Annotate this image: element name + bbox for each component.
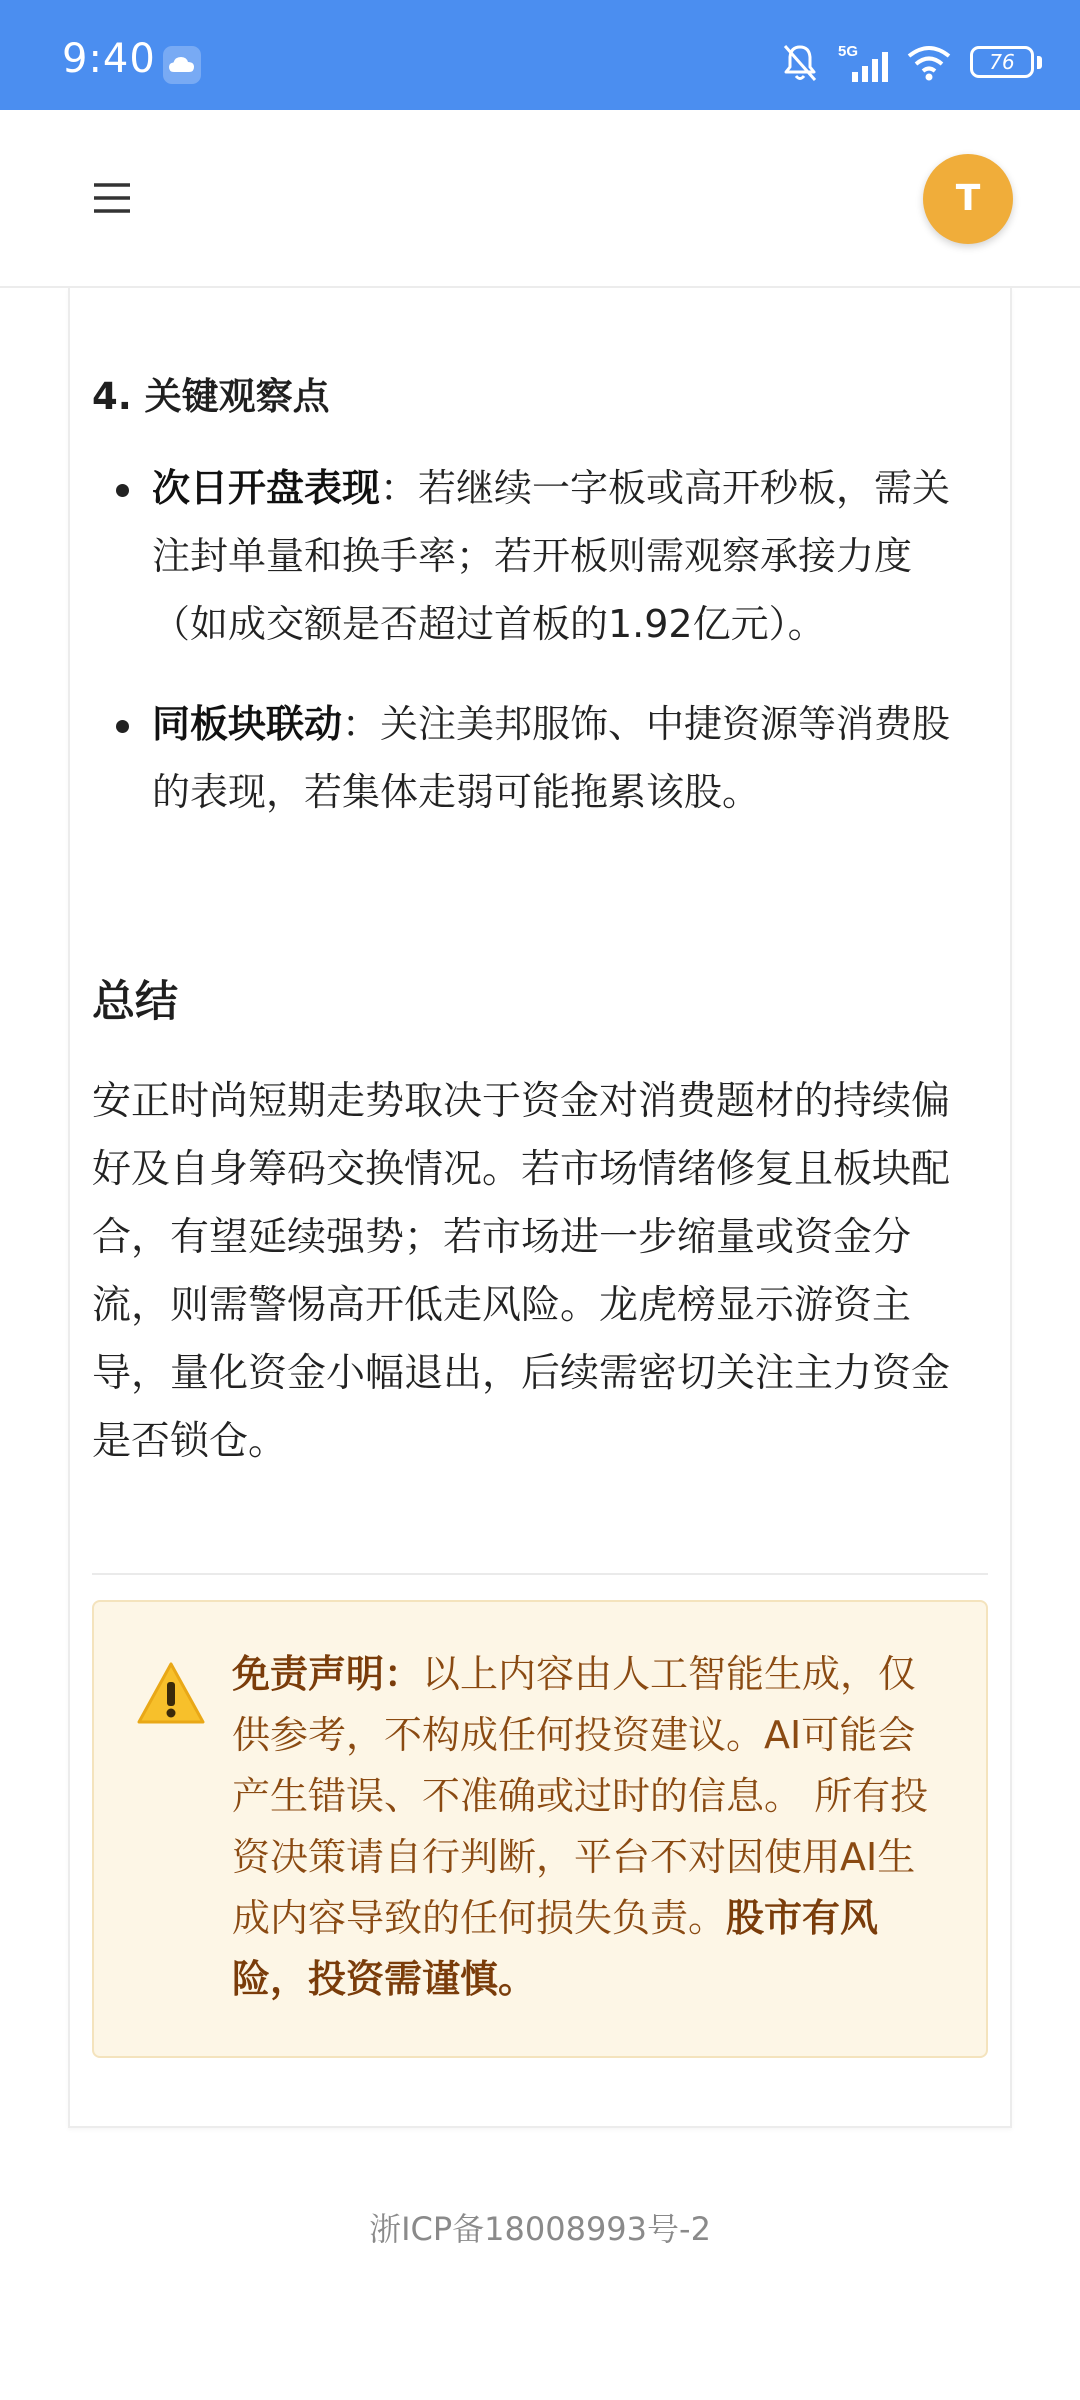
avatar[interactable]: T <box>923 154 1013 244</box>
bullet-text: ：若继续一字板或高开秒板，需关注封单量和换手率；若开板则需观察承接力度（如成交额是否超过首板的1.92亿元）。 <box>152 466 951 646</box>
disclaimer-text <box>232 1644 948 2010</box>
bullet-title: 次日开盘表现 <box>152 466 381 510</box>
status-bar <box>0 0 1080 110</box>
footer-icp-link[interactable]: 浙ICP备18008993号-2 <box>369 2210 711 2248</box>
disclaimer-label: 免责声明： <box>232 1652 423 1696</box>
observation-list <box>92 454 972 826</box>
battery-level: 76 <box>970 46 1034 78</box>
disclaimer-box <box>92 1600 988 2058</box>
bell-off-icon <box>780 42 820 84</box>
cloud-icon <box>163 46 201 84</box>
battery-icon <box>970 46 1042 80</box>
status-icons <box>780 38 1042 88</box>
bullet-dot <box>116 720 129 733</box>
disclaimer-body: 以上内容由人工智能生成，仅供参考，不构成任何投资建议。AI可能会产生错误、不准确或过时的信息。 所有投资决策请自行判断，平台不对因使用AI生成内容导致的任何损失负责。 <box>232 1652 929 1940</box>
disclaimer-emphasis: 股市有风险，投资需谨慎。 <box>232 1896 879 2001</box>
wifi-icon <box>906 44 952 82</box>
menu-icon[interactable] <box>92 178 132 218</box>
bullet-text: ：关注美邦服饰、中捷资源等消费股的表现，若集体走弱可能拖累该股。 <box>152 702 951 814</box>
divider <box>92 1573 988 1575</box>
network-label: 5G <box>838 43 859 60</box>
list-item <box>92 454 972 658</box>
bullet-dot <box>116 484 129 497</box>
list-item <box>92 690 972 826</box>
status-time: 9:40 <box>62 36 156 82</box>
signal-icon <box>838 42 888 84</box>
summary-title: 总结 <box>92 977 178 1027</box>
app-header <box>0 110 1080 288</box>
summary-text: 安正时尚短期走势取决于资金对消费题材的持续偏好及自身筹码交换情况。若市场情绪修复且板块配合，有望延续强势；若市场进一步缩量或资金分流，则需警惕高开低走风险。龙虎榜显示游资主导，量化资金小幅退出，后续需密切关注主力资金是否锁仓。 <box>92 1079 951 1464</box>
bullet-title: 同板块联动 <box>152 702 343 746</box>
warning-icon <box>136 1660 206 1726</box>
section-heading: 4. 关键观察点 <box>92 375 330 418</box>
